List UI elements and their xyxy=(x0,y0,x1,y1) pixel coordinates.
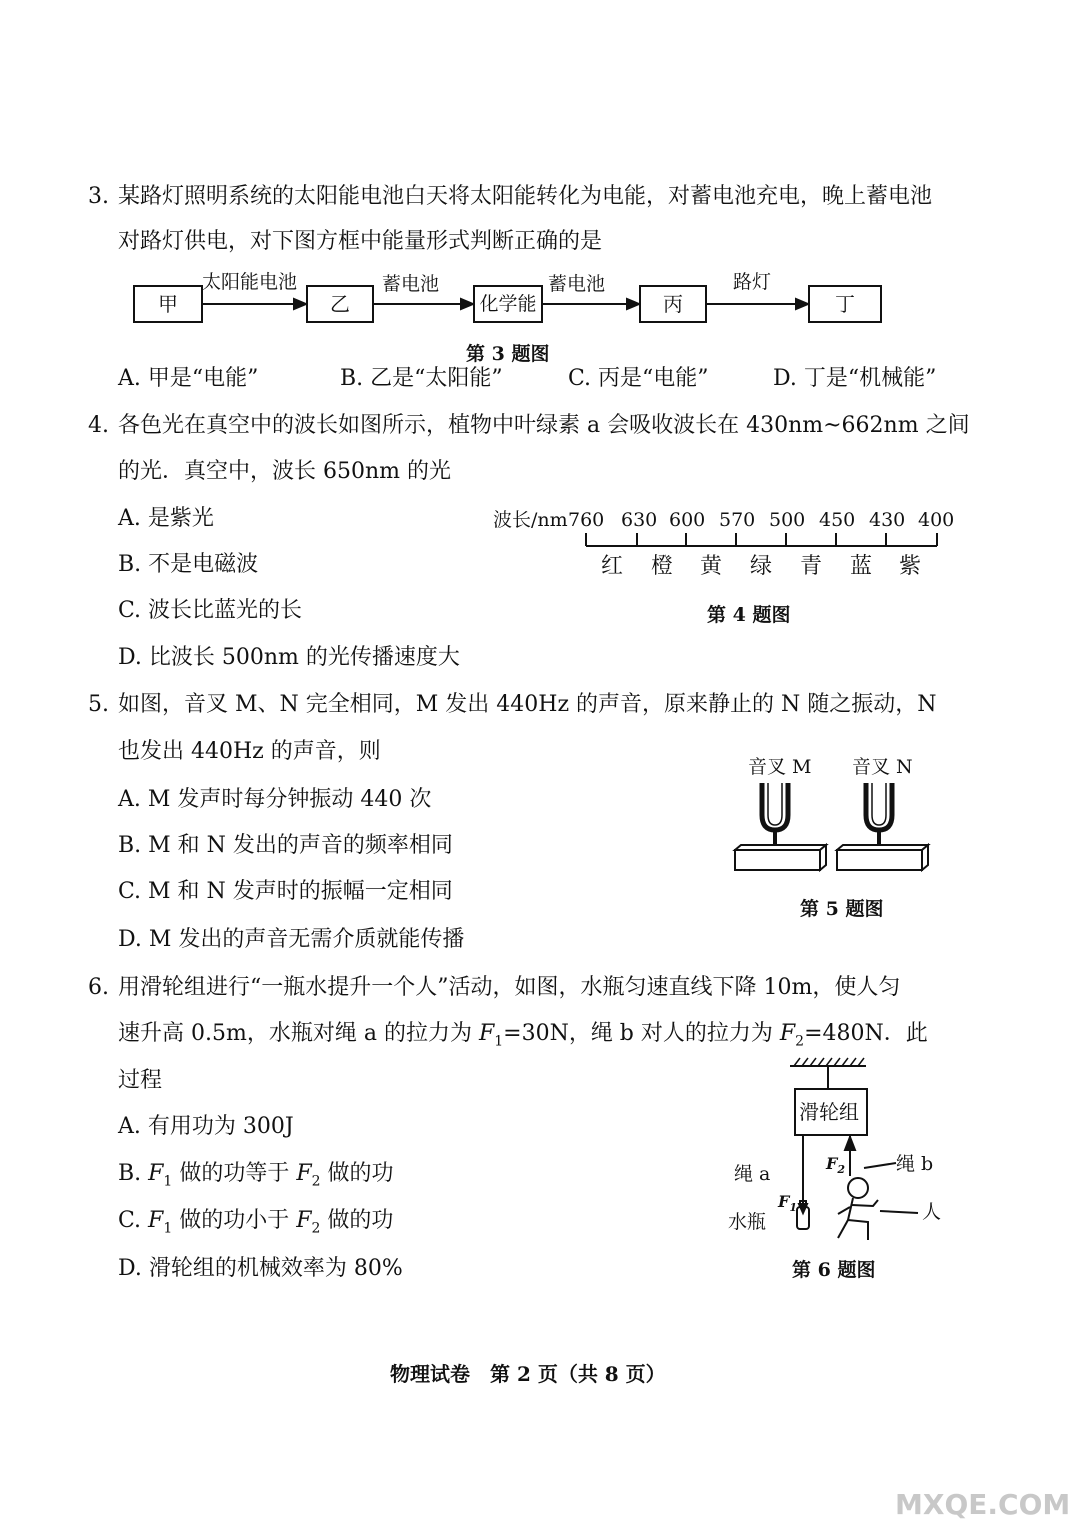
arrow-label-battery-2: 蓄电池 xyxy=(548,273,606,295)
tick-600: 600 xyxy=(669,509,706,531)
color-green: 绿 xyxy=(750,554,773,579)
pulley-block-label: 滑轮组 xyxy=(799,1100,859,1124)
q6-stem-line3: 过程 xyxy=(118,1068,163,1093)
tick-760: 760 xyxy=(568,509,605,531)
q5-number: 5. xyxy=(88,692,109,717)
q3-option-c: C. 丙是“电能” xyxy=(568,366,709,391)
q6-caption: 第 6 题图 xyxy=(792,1259,876,1281)
color-violet: 紫 xyxy=(899,554,922,579)
tick-400: 400 xyxy=(918,509,955,531)
q6-stem-line2: 速升高 0.5m，水瓶对绳 a 的拉力为 $F_1=30N$，绳 b 对人的拉力为 $F_2=480N$．此 xyxy=(118,1021,928,1050)
q5-caption: 第 5 题图 xyxy=(800,898,884,920)
box-yi: 乙 xyxy=(306,285,374,323)
q6-option-b: B. $F_1$ 做的功等于 $F_2$ 做的功 xyxy=(118,1161,394,1190)
q4-option-a: A. 是紫光 xyxy=(118,506,214,531)
q6-number: 6. xyxy=(88,975,109,1000)
q6-stem-line1: 用滑轮组进行“一瓶水提升一个人”活动，如图，水瓶匀速直线下降 10m，使人匀 xyxy=(118,975,901,1000)
watermark-logo: MXQE.COM xyxy=(895,1488,1071,1521)
q3-number: 3. xyxy=(88,184,109,209)
q3-stem-line1: 某路灯照明系统的太阳能电池白天将太阳能转化为电能，对蓄电池充电，晚上蓄电池 xyxy=(118,184,933,209)
q5-option-c: C. M 和 N 发声时的振幅一定相同 xyxy=(118,879,453,904)
q5-option-d: D. M 发出的声音无需介质就能传播 xyxy=(118,927,465,952)
q3-option-d: D. 丁是“机械能” xyxy=(773,366,937,391)
rope-b-label: 绳 b xyxy=(896,1153,934,1175)
q5-stem-line1: 如图，音叉 M、N 完全相同，M 发出 440Hz 的声音，原来静止的 N 随之振动，N xyxy=(118,692,937,717)
tuning-fork-m-label: 音叉 M xyxy=(748,756,812,778)
box-chemical-energy: 化学能 xyxy=(473,285,543,323)
force-f1-label: $F_1$ xyxy=(778,1192,798,1215)
color-orange: 橙 xyxy=(651,554,674,579)
person-label: 人 xyxy=(922,1201,942,1223)
q4-caption: 第 4 题图 xyxy=(707,604,791,626)
q4-option-d: D. 比波长 500nm 的光传播速度大 xyxy=(118,645,460,670)
arrow-label-battery-1: 蓄电池 xyxy=(382,273,440,295)
color-cyan: 青 xyxy=(800,554,823,579)
tick-570: 570 xyxy=(719,509,756,531)
q4-option-b: B. 不是电磁波 xyxy=(118,552,259,577)
rope-a-label: 绳 a xyxy=(734,1163,771,1185)
q5-option-a: A. M 发声时每分钟振动 440 次 xyxy=(118,787,432,812)
q5-stem-line2: 也发出 440Hz 的声音，则 xyxy=(118,739,381,764)
tick-430: 430 xyxy=(869,509,906,531)
box-ding: 丁 xyxy=(808,285,882,323)
q6-option-d: D. 滑轮组的机械效率为 80% xyxy=(118,1256,403,1281)
color-yellow: 黄 xyxy=(700,554,723,579)
page-footer: 物理试卷 第 2 页（共 8 页） xyxy=(390,1362,666,1386)
q3-option-a: A. 甲是“电能” xyxy=(118,366,259,391)
arrow-label-street-lamp: 路灯 xyxy=(733,271,772,293)
q3-caption: 第 3 题图 xyxy=(466,343,550,365)
color-blue: 蓝 xyxy=(850,554,873,579)
water-bottle-label: 水瓶 xyxy=(728,1211,767,1233)
q3-stem-line2: 对路灯供电，对下图方框中能量形式判断正确的是 xyxy=(118,229,603,254)
tuning-fork-n-label: 音叉 N xyxy=(852,756,913,778)
box-bing: 丙 xyxy=(639,285,707,323)
tick-500: 500 xyxy=(769,509,806,531)
q3-option-b: B. 乙是“太阳能” xyxy=(340,366,503,391)
wavelength-axis-label: 波长/nm xyxy=(493,509,568,531)
q4-number: 4. xyxy=(88,413,109,438)
q5-option-b: B. M 和 N 发出的声音的频率相同 xyxy=(118,833,453,858)
tick-630: 630 xyxy=(621,509,658,531)
force-f2-label: $F_2$ xyxy=(826,1154,846,1177)
q4-stem-line2: 的光．真空中，波长 650nm 的光 xyxy=(118,459,452,484)
color-red: 红 xyxy=(601,554,624,579)
q4-option-c: C. 波长比蓝光的长 xyxy=(118,598,303,623)
tick-450: 450 xyxy=(819,509,856,531)
q4-stem-line1: 各色光在真空中的波长如图所示，植物中叶绿素 a 会吸收波长在 430nm~662nm 之间 xyxy=(118,413,970,438)
box-jia: 甲 xyxy=(133,285,203,323)
q6-option-a: A. 有用功为 300J xyxy=(118,1114,294,1139)
arrow-label-solar-cell: 太阳能电池 xyxy=(202,271,298,293)
q6-option-c: C. $F_1$ 做的功小于 $F_2$ 做的功 xyxy=(118,1208,394,1237)
